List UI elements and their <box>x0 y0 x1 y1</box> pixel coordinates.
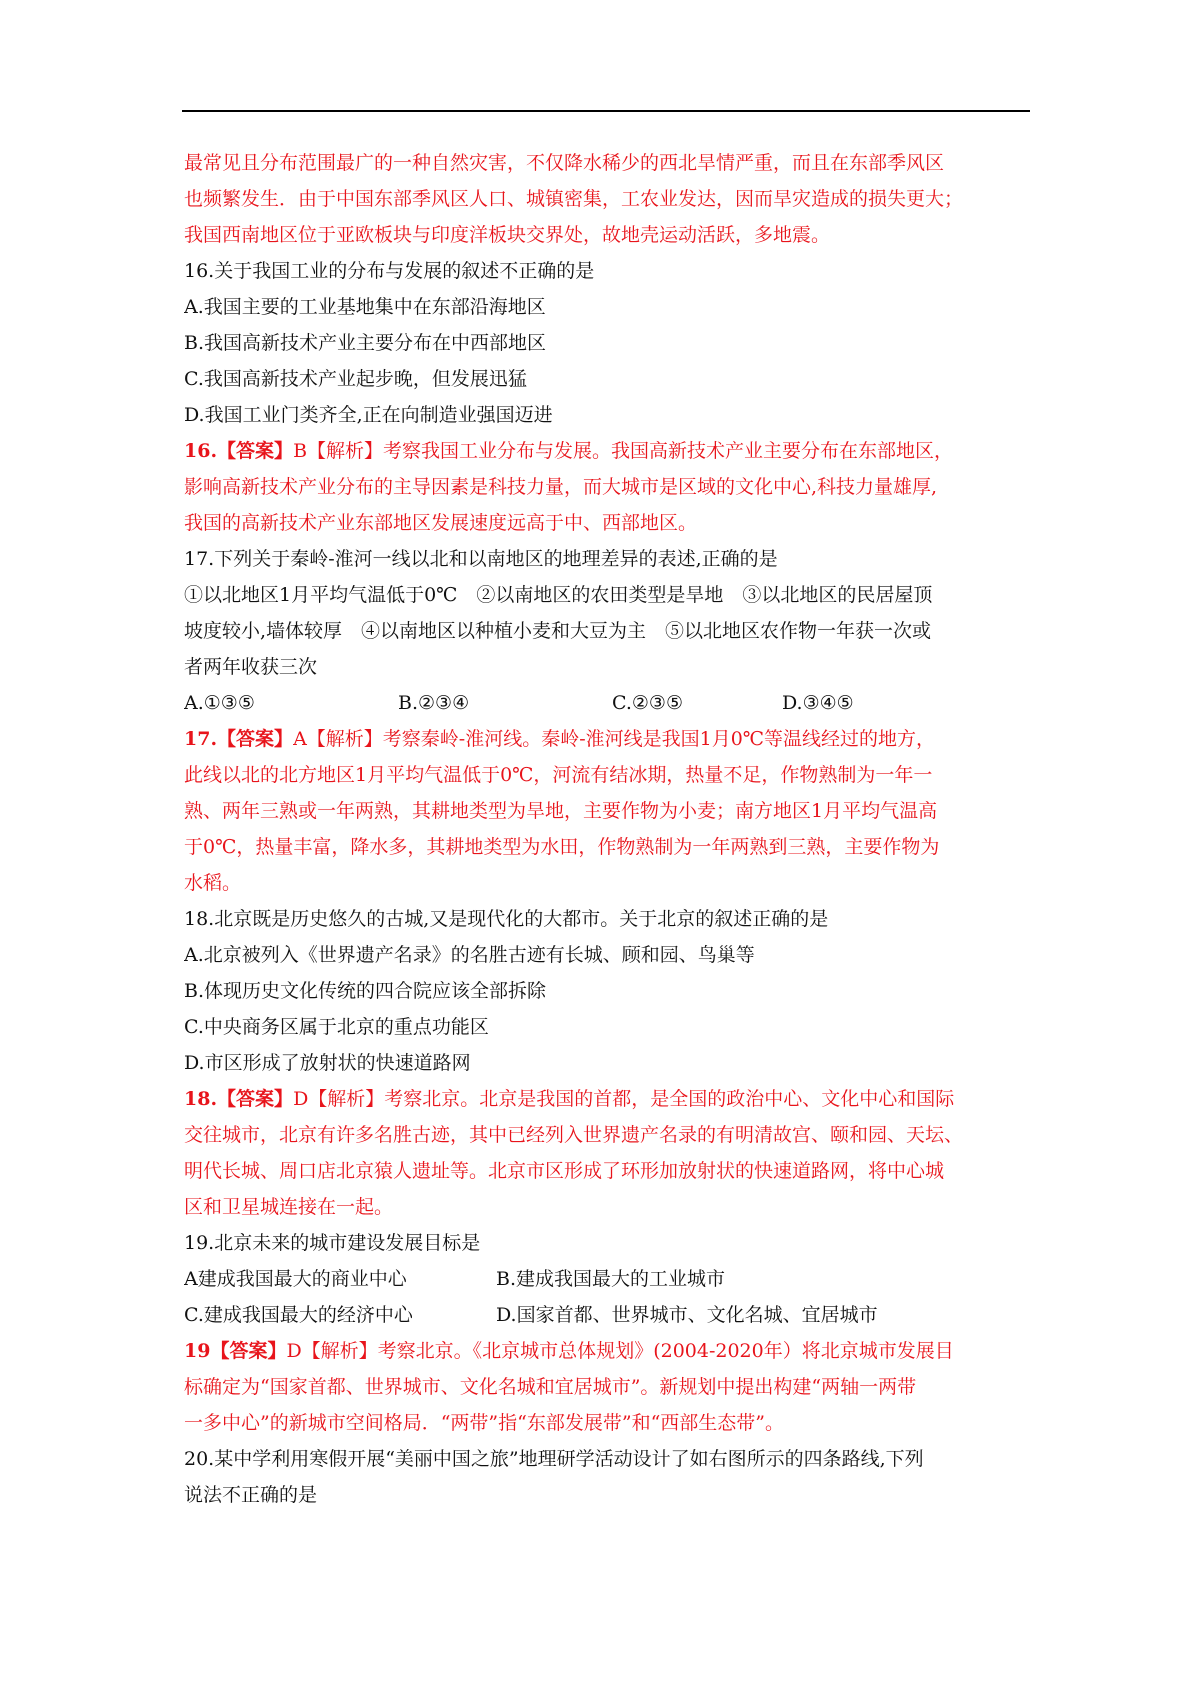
q17-answer-label: 17.【答案】 <box>184 728 294 750</box>
q18-option-c: C.中央商务区属于北京的重点功能区 <box>184 1016 489 1038</box>
q18-analysis-line: 区和卫星城连接在一起。 <box>184 1196 394 1218</box>
q16-answer-label: 16.【答案】 <box>184 440 294 462</box>
q18-option-d: D.市区形成了放射状的快速道路网 <box>184 1052 471 1074</box>
q20-stem-line: 20.某中学利用寒假开展“美丽中国之旅”地理研学活动设计了如右图所示的四条路线,下列 <box>184 1448 924 1470</box>
q19-analysis-line: 一多中心”的新城市空间格局．“两带”指“东部发展带”和“西部生态带”。 <box>184 1412 784 1434</box>
q19-answer-text: D【解析】考察北京。《北京城市总体规划》(2004-2020年）将北京城市发展目 <box>286 1340 954 1362</box>
q19-analysis-line: 标确定为“国家首都、世界城市、文化名城和宜居城市”。新规划中提出构建“两轴一两带 <box>184 1376 917 1398</box>
header-rule <box>182 110 1030 112</box>
q17-option-a: A.①③⑤ <box>184 692 255 714</box>
q16-option-c: C.我国高新技术产业起步晚，但发展迅猛 <box>184 368 527 390</box>
q16-analysis-line: 影响高新技术产业分布的主导因素是科技力量，而大城市是区域的文化中心,科技力量雄厚, <box>184 476 938 498</box>
q17-stem: 17.下列关于秦岭-淮河一线以北和以南地区的地理差异的表述,正确的是 <box>184 548 778 570</box>
q17-statement-line: ①以北地区1月平均气温低于0℃ ②以南地区的农田类型是旱地 ③以北地区的民居屋顶 <box>184 584 933 606</box>
q19-options-row-1 <box>184 1261 1030 1297</box>
q16-option-b: B.我国高新技术产业主要分布在中西部地区 <box>184 332 547 354</box>
q17-analysis-line: 于0℃，热量丰富，降水多，其耕地类型为水田，作物熟制为一年两熟到三熟，主要作物为 <box>184 836 940 858</box>
q18-answer <box>184 1081 1030 1117</box>
q17-options <box>184 685 1030 721</box>
q16-option-d: D.我国工业门类齐全,正在向制造业强国迈进 <box>184 404 553 426</box>
intro-line: 最常见且分布范围最广的一种自然灾害，不仅降水稀少的西北旱情严重，而且在东部季风区 <box>184 152 945 174</box>
q16-answer-text: B【解析】考察我国工业分布与发展。我国高新技术产业主要分布在东部地区， <box>293 440 954 462</box>
q16-stem: 16.关于我国工业的分布与发展的叙述不正确的是 <box>184 260 595 282</box>
q17-answer <box>184 721 1030 757</box>
q19-answer <box>184 1333 1030 1369</box>
q16-option-a: A.我国主要的工业基地集中在东部沿海地区 <box>184 296 546 318</box>
q17-option-d: D.③④⑤ <box>782 692 854 714</box>
q18-answer-text: D【解析】考察北京。北京是我国的首都，是全国的政治中心、文化中心和国际 <box>293 1088 955 1110</box>
q18-analysis-line: 交往城市，北京有许多名胜古迹，其中已经列入世界遗产名录的有明清故宫、颐和园、天坛、 <box>184 1124 964 1146</box>
intro-line: 也频繁发生．由于中国东部季风区人口、城镇密集，工农业发达，因而旱灾造成的损失更大； <box>184 188 964 210</box>
q19-option-a: A建成我国最大的商业中心 <box>184 1268 407 1290</box>
q17-statement-line: 坡度较小,墙体较厚 ④以南地区以种植小麦和大豆为主 ⑤以北地区农作物一年获一次或 <box>184 620 932 642</box>
q17-analysis-line: 此线以北的北方地区1月平均气温低于0℃，河流有结冰期，热量不足，作物熟制为一年一 <box>184 764 933 786</box>
q18-answer-label: 18.【答案】 <box>184 1088 294 1110</box>
q17-option-c: C.②③⑤ <box>612 692 683 714</box>
q17-answer-text: A【解析】考察秦岭-淮河线。秦岭-淮河线是我国1月0℃等温线经过的地方， <box>293 728 936 750</box>
q17-option-b: B.②③④ <box>398 692 470 714</box>
q19-options-row-2 <box>184 1297 1030 1333</box>
q20-stem-line: 说法不正确的是 <box>184 1484 318 1506</box>
q19-stem: 19.北京未来的城市建设发展目标是 <box>184 1232 481 1254</box>
q19-answer-label: 19【答案】 <box>184 1340 287 1362</box>
document-body <box>184 145 1030 1513</box>
q19-option-c: C.建成我国最大的经济中心 <box>184 1304 413 1326</box>
intro-line: 我国西南地区位于亚欧板块与印度洋板块交界处，故地壳运动活跃，多地震。 <box>184 224 831 246</box>
q16-analysis-line: 我国的高新技术产业东部地区发展速度远高于中、西部地区。 <box>184 512 698 534</box>
q16-answer <box>184 433 1030 469</box>
q17-analysis-line: 熟、两年三熟或一年两熟，其耕地类型为旱地，主要作物为小麦；南方地区1月平均气温高 <box>184 800 938 822</box>
q17-analysis-line: 水稻。 <box>184 872 242 894</box>
q18-option-b: B.体现历史文化传统的四合院应该全部拆除 <box>184 980 547 1002</box>
q18-analysis-line: 明代长城、周口店北京猿人遗址等。北京市区形成了环形加放射状的快速道路网，将中心城 <box>184 1160 945 1182</box>
q17-statement-line: 者两年收获三次 <box>184 656 318 678</box>
q18-stem: 18.北京既是历史悠久的古城,又是现代化的大都市。关于北京的叙述正确的是 <box>184 908 829 930</box>
q19-option-d: D.国家首都、世界城市、文化名城、宜居城市 <box>496 1304 878 1326</box>
q19-option-b: B.建成我国最大的工业城市 <box>496 1268 726 1290</box>
q18-option-a: A.北京被列入《世界遗产名录》的名胜古迹有长城、顾和园、鸟巢等 <box>184 944 755 966</box>
